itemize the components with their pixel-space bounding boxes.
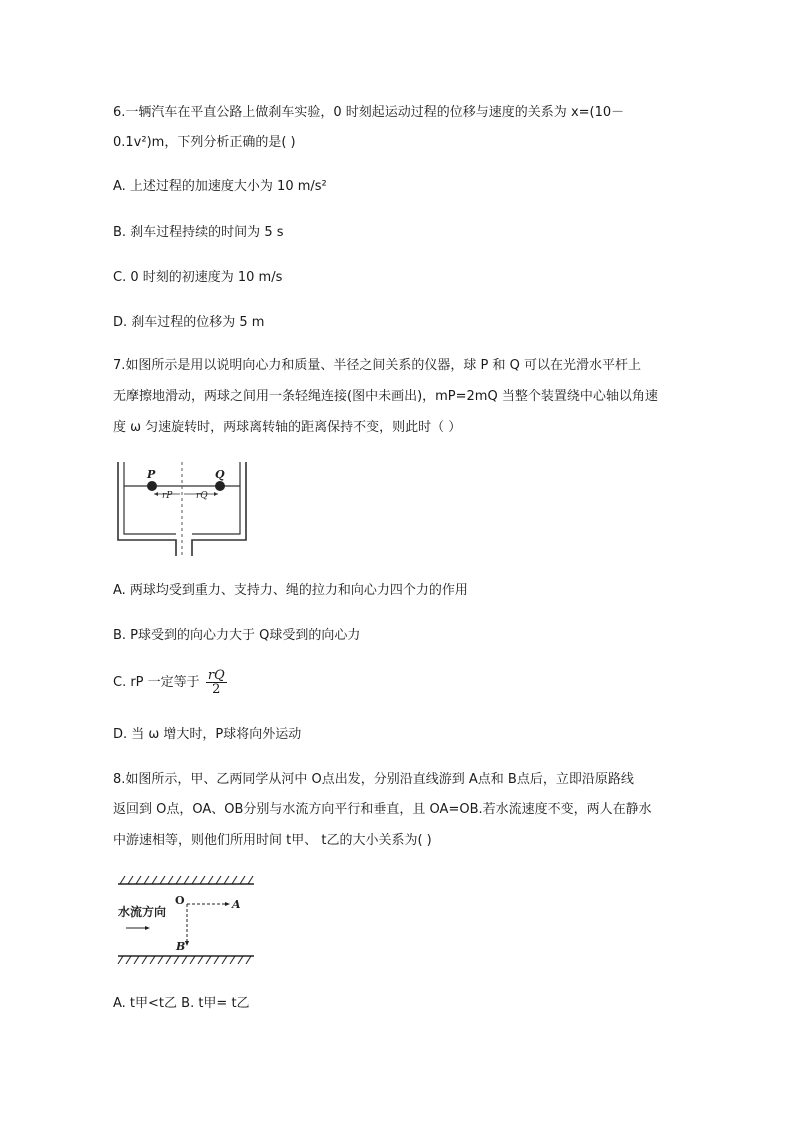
q7-option-c-denominator: 2 bbox=[212, 682, 221, 697]
q7-label-rp: rP bbox=[162, 491, 173, 501]
q6-option-a: A. 上述过程的加速度大小为 10 m/s² bbox=[113, 179, 327, 194]
q7-label-p: P bbox=[147, 468, 156, 481]
q8-label-flow: 水流方向 bbox=[118, 905, 167, 919]
q8-stem-line-2: 返回到 O点，OA、OB分别与水流方向平行和垂直，且 OA=OB.若水流速度不变，两人在静水 bbox=[113, 802, 652, 817]
q7-ball-q bbox=[215, 481, 225, 491]
q7-option-c-text: C. rP 一定等于 bbox=[113, 675, 200, 690]
q7-label-rq: rQ bbox=[196, 491, 208, 501]
q8-arrow-a bbox=[225, 902, 230, 906]
q7-option-d: D. 当 ω 增大时，P球将向外运动 bbox=[113, 727, 302, 742]
q7-stem-line-1: 7.如图所示是用以说明向心力和质量、半径之间关系的仪器，球 P 和 Q 可以在光滑水平杆上 bbox=[113, 358, 642, 373]
q7-ball-p bbox=[147, 481, 157, 491]
q6-stem-line-1: 6.一辆汽车在平直公路上做刹车实验，0 时刻起运动过程的位移与速度的关系为 x=(10－ bbox=[113, 105, 625, 120]
q7-option-b: B. P球受到的向心力大于 Q球受到的向心力 bbox=[113, 628, 361, 643]
q8-stem-line-1: 8.如图所示，甲、乙两同学从河中 O点出发，分别沿直线游到 A点和 B点后，立即沿原路线 bbox=[113, 772, 634, 787]
q7-stem-line-2: 无摩擦地滑动，两球之间用一条轻绳连接(图中未画出)，mP=2mQ 当整个装置绕中心轴以角速 bbox=[113, 389, 658, 404]
q6-option-d: D. 刹车过程的位移为 5 m bbox=[113, 315, 265, 330]
q7-label-q: Q bbox=[215, 468, 225, 481]
q8-river-figure bbox=[112, 872, 257, 964]
q8-label-a: A bbox=[232, 898, 241, 911]
q6-option-b: B. 刹车过程持续的时间为 5 s bbox=[113, 225, 284, 240]
q6-option-c: C. 0 时刻的初速度为 10 m/s bbox=[113, 270, 283, 285]
q7-apparatus-figure bbox=[112, 460, 252, 556]
q8-arrow-b bbox=[185, 941, 189, 946]
q8-options: A. t甲<t乙 B. t甲= t乙 bbox=[113, 996, 250, 1011]
q7-option-a: A. 两球均受到重力、支持力、绳的拉力和向心力四个力的作用 bbox=[113, 583, 468, 598]
q7-stem-line-3: 度 ω 匀速旋转时，两球离转轴的距离保持不变，则此时（ ） bbox=[113, 420, 462, 435]
q8-label-b: B bbox=[176, 940, 186, 953]
q7-option-c bbox=[113, 668, 227, 698]
q8-stem-line-3: 中游速相等，则他们所用时间 t甲、 t乙的大小关系为( ) bbox=[113, 833, 432, 848]
q7-option-c-numerator: rQ bbox=[207, 668, 225, 683]
q8-label-o: O bbox=[175, 894, 185, 907]
q7-option-c-fraction bbox=[206, 669, 227, 696]
q6-stem-line-2: 0.1v²)m，下列分析正确的是( ) bbox=[113, 135, 296, 150]
